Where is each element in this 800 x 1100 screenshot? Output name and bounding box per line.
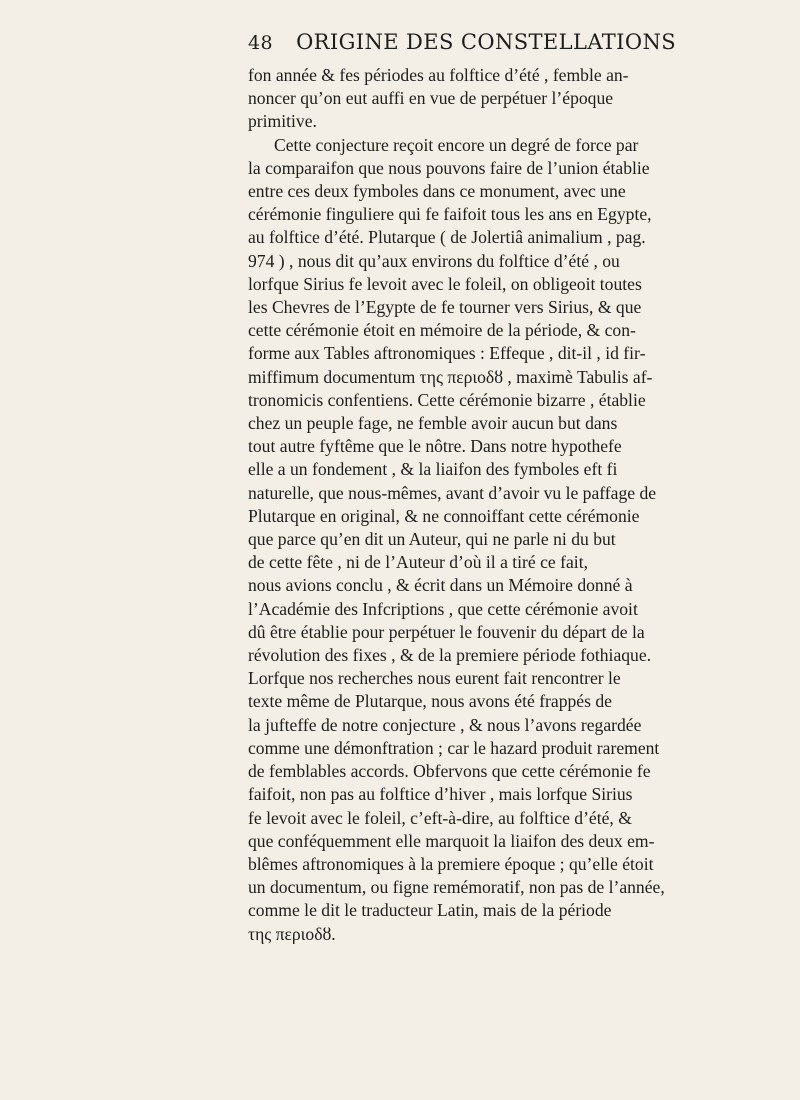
text-line: cette cérémonie étoit en mémoire de la période, & con- [248, 320, 636, 341]
text-line: texte même de Plutarque, nous avons été frappés de [248, 691, 612, 712]
text-line: elle a un fondement , & la liaifon des fymboles eft fi [248, 459, 618, 480]
page-number: 48 [248, 32, 273, 54]
text-line: entre ces deux fymboles dans ce monument, avec une [248, 181, 626, 202]
text-line: cérémonie finguliere qui fe faifoit tous les ans en Egypte, [248, 204, 652, 225]
text-line: tronomicis confentiens. Cette cérémonie bizarre , établie [248, 389, 646, 410]
text-line: l’Académie des Infcriptions , que cette cérémonie avoit [248, 598, 638, 619]
text-line: Plutarque en original, & ne connoiffant cette cérémonie [248, 505, 640, 526]
text-line: chez un peuple fage, ne femble avoir aucun but dans [248, 413, 618, 434]
running-title: ORIGINE DES CONSTELLATIONS [296, 30, 677, 54]
text-line: les Chevres de l’Egypte de fe tourner vers Sirius, & que [248, 297, 642, 318]
text-line: faifoit, non pas au folftice d’hiver , mais lorfque Sirius [248, 784, 633, 805]
text-line: fe levoit avec le foleil, c’eft-à-dire, au folftice d’été, & [248, 807, 632, 828]
text-line: comme une démonftration ; car le hazard produit rarement [248, 737, 660, 758]
text-line: la comparaifon que nous pouvons faire de l’union établie [248, 157, 650, 178]
body-text [248, 64, 788, 946]
text-line: de femblables accords. Obfervons que cette cérémonie fe [248, 761, 651, 782]
text-line: comme le dit le traducteur Latin, mais de la période [248, 900, 612, 921]
text-line: forme aux Tables aftronomiques : Effeque , dit-il , id fir- [248, 343, 646, 364]
text-line: tout autre fyftême que le nôtre. Dans notre hypothefe [248, 436, 622, 457]
text-line: que conféquemment elle marquoit la liaifon des deux em- [248, 830, 655, 851]
text-line: de cette fête , ni de l’Auteur d’où il a tiré ce fait, [248, 552, 588, 573]
page-header [248, 30, 676, 54]
text-line: miffimum documentum της περιοδȣ , maximè Tabulis af- [248, 366, 653, 387]
text-line: révolution des fixes , & de la premiere période fothiaque. [248, 645, 652, 666]
text-line: au folftice d’été. Plutarque ( de Jolertiâ animalium , pag. [248, 227, 646, 248]
text-line: της περιοδȣ. [248, 923, 336, 944]
text-line: lorfque Sirius fe levoit avec le foleil, on obligeoit toutes [248, 273, 642, 294]
text-line: dû être établie pour perpétuer le fouvenir du départ de la [248, 621, 645, 642]
text-line: un documentum, ou figne remémoratif, non pas de l’année, [248, 877, 665, 898]
text-line: la jufteffe de notre conjecture , & nous l’avons regardée [248, 714, 642, 735]
text-line: Lorfque nos recherches nous eurent fait rencontrer le [248, 668, 621, 689]
text-line: nous avions conclu , & écrit dans un Mémoire donné à [248, 575, 633, 596]
text-line: noncer qu’on eut auffi en vue de perpétuer l’époque [248, 88, 614, 109]
text-line: que parce qu’en dit un Auteur, qui ne parle ni du but [248, 529, 616, 550]
text-line: primitive. [248, 111, 317, 132]
text-line: 974 ) , nous dit qu’aux environs du folftice d’été , ou [248, 250, 620, 271]
text-line: fon année & fes périodes au folftice d’été , femble an- [248, 65, 629, 85]
text-line: Cette conjecture reçoit encore un degré de force par [274, 134, 639, 155]
text-line: naturelle, que nous-mêmes, avant d’avoir vu le paffage de [248, 482, 657, 503]
text-line: blêmes aftronomiques à la premiere époque ; qu’elle étoit [248, 853, 654, 874]
